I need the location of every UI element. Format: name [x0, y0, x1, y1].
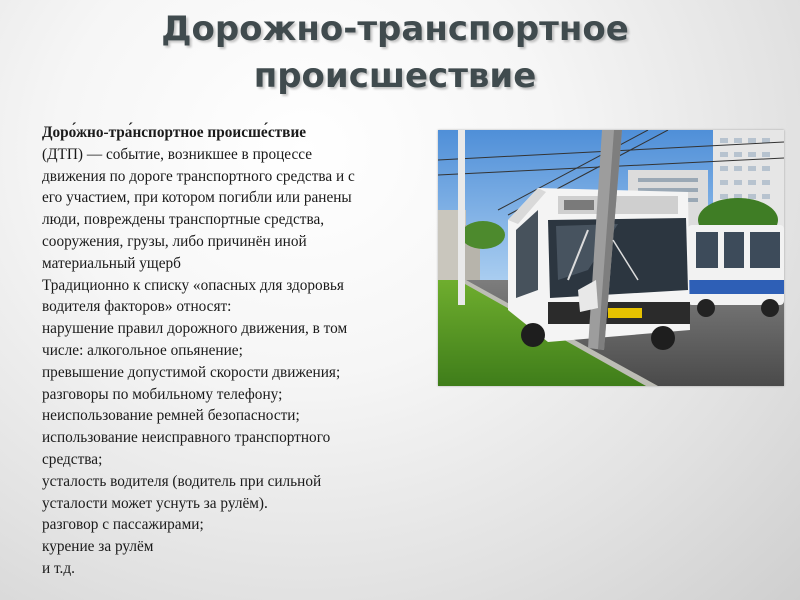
definition-line: (ДТП) — событие, возникшее в процессе [42, 145, 313, 163]
definition-line: люди, повреждены транспортные средства, [42, 211, 325, 229]
definition-term: Доро́жно-тра́нспортное происше́ствие [42, 124, 307, 141]
factor-line: неиспользование ремней безопасности; [42, 407, 300, 425]
factor-line: превышение допустимой скорости движения; [42, 363, 341, 381]
factor-line: разговоры по мобильному телефону; [42, 385, 283, 403]
factor-line: и т.д. [42, 559, 75, 577]
factor-line: нарушение правил дорожного движения, в том [42, 320, 348, 338]
factor-line: усталости может уснуть за рулём). [42, 494, 268, 512]
definition-line: его участием, при котором погибли или ранены [42, 189, 352, 207]
factor-line: средства; [42, 450, 103, 468]
definition-line: сооружения, грузы, либо причинён иной [42, 232, 307, 250]
factor-line: курение за рулём [42, 538, 154, 556]
accident-photo [438, 130, 784, 386]
intro-line: водителя факторов» относят: [42, 298, 232, 316]
intro-line: Традиционно к списку «опасных для здоровья [42, 276, 344, 294]
slide-body-text [42, 122, 422, 580]
title-line-1: Дорожно-транспортное [161, 9, 629, 49]
factor-line: усталость водителя (водитель при сильной [42, 472, 322, 490]
slide-title [100, 6, 690, 100]
factor-line: использование неисправного транспортного [42, 429, 331, 447]
title-line-2: происшествие [253, 56, 537, 96]
factor-line: числе: алкогольное опьянение; [42, 341, 243, 359]
definition-line: движения по дороге транспортного средства и с [42, 167, 355, 185]
factor-line: разговор с пассажирами; [42, 516, 204, 534]
definition-line: материальный ущерб [42, 254, 181, 272]
